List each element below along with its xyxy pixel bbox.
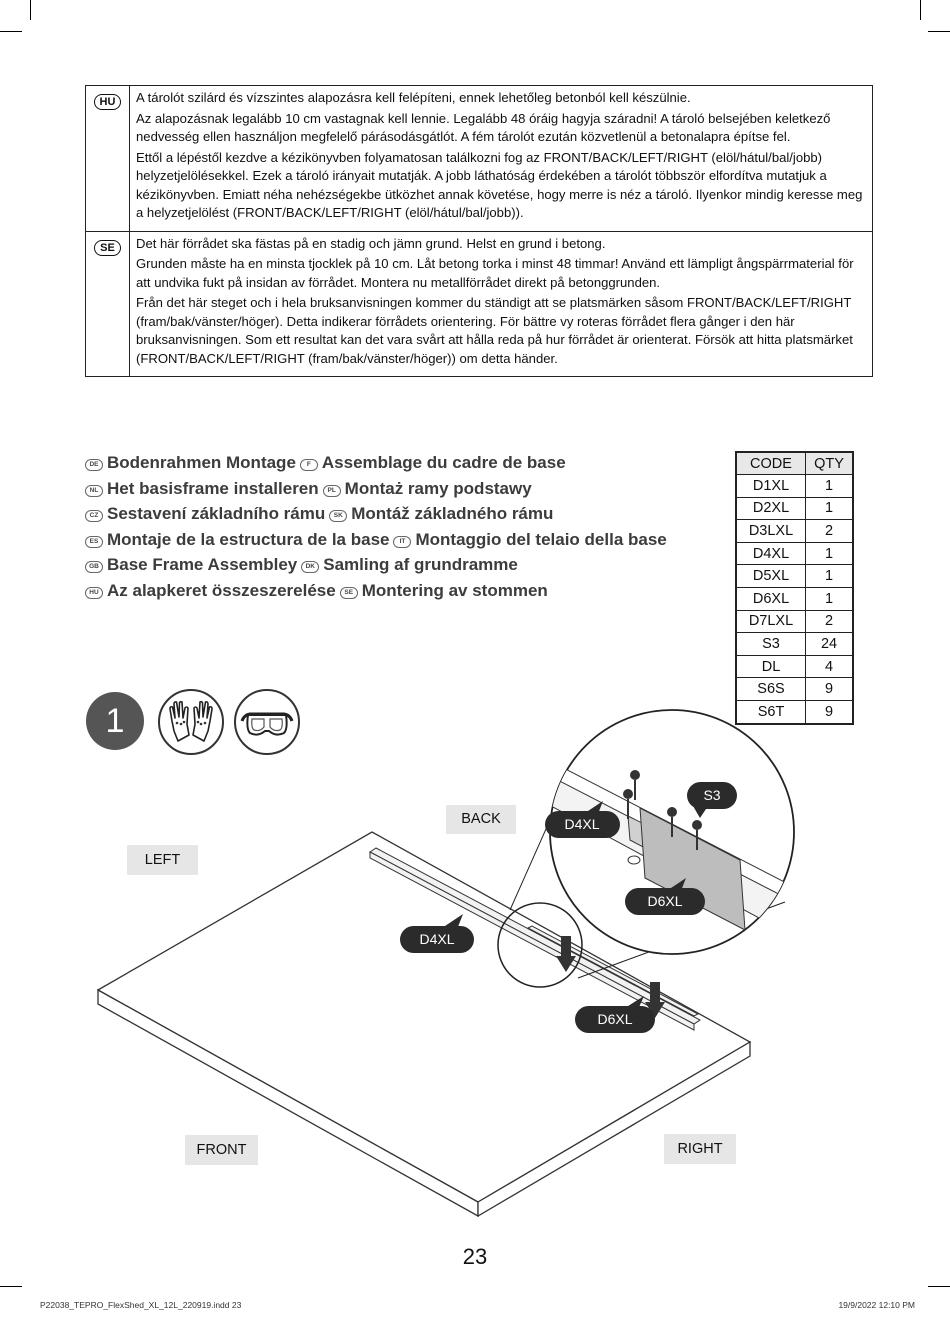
title-text: Montaje de la estructura de la base [107, 529, 390, 549]
callout-label: D4XL [564, 816, 600, 832]
label-left: LEFT [127, 845, 198, 875]
page-number: 23 [462, 1244, 488, 1269]
callout-label: D4XL [419, 931, 455, 947]
language-code-badge: NL [85, 485, 103, 497]
language-code-badge: HU [94, 94, 122, 110]
part-qty: 1 [806, 475, 853, 498]
instruction-paragraph: Från det här steget och i hela bruksanvisningen kommer du ständigt att se platsmärken såsom FRONT/BACK/LEFT/RIGHT (fram/bak/vänster/höger). Detta indikerar förrådets orientering. För bättre vy roteras förrådet flera gånger i den här bruksanvisningen. Som ett resultat kan det vara svårt att hålla reda på hur förrådet är orienterat. Försök att hitta platsmärket (FRONT/BACK/LEFT/RIGHT (fram/bak/vänster/höger)) om detta händer. [136, 295, 853, 366]
title-text: Samling af grundramme [323, 555, 518, 575]
part-code: D5XL [736, 565, 806, 588]
language-code-badge: SK [329, 510, 347, 522]
instruction-paragraph: Det här förrådet ska fästas på en stadig och jämn grund. Helst en grund i betong. [136, 235, 606, 251]
language-code-badge: SE [94, 240, 121, 256]
title-text: Het basisframe installeren [107, 478, 319, 498]
language-code-badge: CZ [85, 510, 103, 522]
part-code: D1XL [736, 475, 806, 498]
part-code: D3LXL [736, 520, 806, 543]
title-text: Montaż ramy podstawy [344, 478, 532, 498]
part-qty: 2 [806, 610, 853, 633]
part-qty: 2 [806, 520, 853, 543]
part-code: S6S [736, 678, 806, 701]
language-code-badge: HU [85, 587, 103, 599]
label-front: FRONT [185, 1135, 258, 1165]
instruction-paragraph: Ettől a lépéstől kezdve a kézikönyvben folyamatosan találkozni fog az FRONT/BACK/LEFT/RIGHT (elöl/hátul/bal/jobb) helyzetjelölésekkel. Ezek a tároló irányait mutatják. A jobb láthatóság érdekében a tárolót többször elfordítva mutatjuk a kézikönyvben. Emiatt néha nehézségekbe ütközhet annak követése, hogy merre is néz a tároló. Ilyenkor mindig keresse meg a helyzetjelölést (FRONT/BACK/LEFT/RIGHT (elöl/hátul/bal/jobb)). [136, 149, 863, 220]
language-code-badge: DK [301, 561, 319, 573]
part-code: S6T [736, 700, 806, 723]
title-text: Az alapkeret összeszerelése [107, 580, 336, 600]
title-text: Montaggio del telaio della base [415, 529, 667, 549]
part-code: S3 [736, 633, 806, 656]
part-qty: 1 [806, 587, 853, 610]
instruction-paragraph: A tárolót szilárd és vízszintes alapozásra kell felépíteni, ennek lehetőleg betonból kell készülnie. [136, 90, 691, 105]
title-text: Sestavení základního rámu [107, 504, 326, 524]
callout-label: S3 [703, 787, 721, 803]
part-code: D6XL [736, 587, 806, 610]
language-code-badge: ES [85, 536, 103, 548]
label-back: BACK [446, 805, 516, 834]
parts-header-qty: QTY [806, 452, 853, 475]
language-code-badge: SE [340, 587, 358, 599]
part-code: D2XL [736, 497, 806, 520]
footer-file-info: P22038_TEPRO_FlexShed_XL_12L_220919.indd 23 [40, 1300, 242, 1310]
callout-label: D6XL [597, 1011, 633, 1027]
instruction-paragraph: Grunden måste ha en minsta tjocklek på 10 cm. Låt betong torka i minst 48 timmar! Använd ett lämpligt ångspärrmaterial för att undvika fukt på insidan av förrådet. Montera nu metallförrådet direkt på betonggrunden. [136, 256, 854, 290]
part-qty: 9 [806, 678, 853, 701]
part-qty: 9 [806, 700, 853, 723]
title-text: Montering av stommen [361, 580, 548, 600]
part-qty: 4 [806, 655, 853, 678]
language-code-badge: GB [85, 561, 103, 573]
title-text: Bodenrahmen Montage [107, 453, 296, 472]
callout-label: D6XL [647, 893, 683, 909]
title-text: Base Frame Assembley [107, 555, 298, 575]
part-code: DL [736, 655, 806, 678]
instruction-paragraph: Az alapozásnak legalább 10 cm vastagnak kell lennie. Legalább 48 óráig hagyja száradni! A tároló belsejében keletkező nedvesség ellen használjon megfelelő párásodásgátlót. A fém tárolót ezután közvetlenül a betonalapra építse fel. [136, 110, 831, 144]
step-number: 1 [86, 692, 144, 750]
part-qty: 1 [806, 497, 853, 520]
title-text: Assemblage du cadre de base [321, 453, 566, 472]
language-code-badge: F [300, 459, 318, 471]
language-code-badge: DE [85, 459, 103, 471]
language-code-badge: PL [323, 485, 341, 497]
title-text: Montáž základného rámu [351, 504, 554, 524]
part-qty: 1 [806, 565, 853, 588]
part-code: D7LXL [736, 610, 806, 633]
language-code-badge: IT [393, 536, 411, 548]
part-code: D4XL [736, 542, 806, 565]
label-right: RIGHT [664, 1134, 736, 1164]
parts-header-code: CODE [736, 452, 806, 475]
part-qty: 24 [806, 633, 853, 656]
part-qty: 1 [806, 542, 853, 565]
footer-timestamp: 19/9/2022 12:10 PM [838, 1300, 915, 1310]
